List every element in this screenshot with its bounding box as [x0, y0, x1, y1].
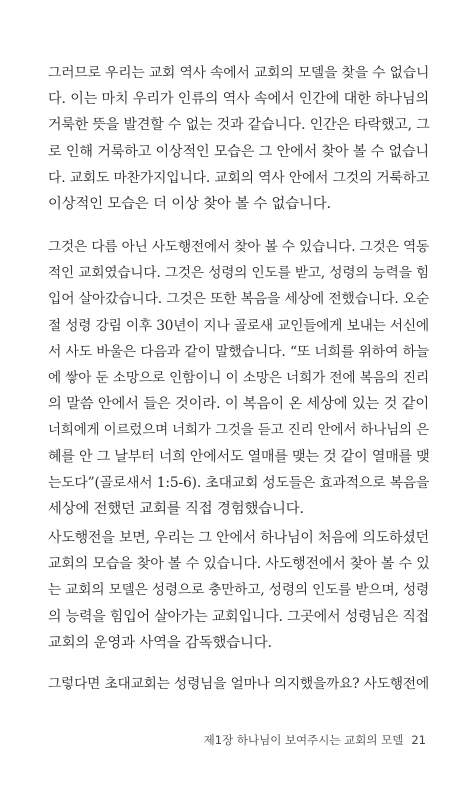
text-line: 교회의 모습을 찾아 볼 수 있습니다. 사도행전에서 찾아 볼 수 있: [48, 556, 430, 573]
paragraph: [48, 525, 429, 656]
text-line: 혜를 안 그 날부터 너희 안에서도 열매를 맺는 것 같이 열매를 맺: [48, 448, 430, 465]
text-line: 다. 이는 마치 우리가 인류의 역사 속에서 인간에 대한 하나님의: [48, 91, 429, 108]
page-number: 21: [411, 733, 426, 747]
text-line: 의 말씀 안에서 들은 것이라. 이 복음이 온 세상에 있는 것 같이: [48, 396, 430, 413]
text-line: 교회의 운영과 사역을 감독했습니다.: [48, 634, 272, 651]
text-line: 절 성령 강림 이후 30년이 지나 골로새 교인들에게 보내는 서신에: [48, 317, 429, 334]
text-line: 에 쌓아 둔 소망으로 인함이니 이 소망은 너희가 전에 복음의 진리: [48, 370, 429, 387]
text-line: 적인 교회였습니다. 그것은 성령의 인도를 받고, 성령의 능력을 힘: [48, 265, 429, 282]
text-line: 는도다”(골로새서 1:5-6). 초대교회 성도들은 효과적으로 복음을: [48, 474, 430, 491]
text-line: 로 인해 거룩하고 이상적인 모습은 그 안에서 찾아 볼 수 없습니: [48, 143, 429, 160]
text-line: 너희에게 이르렀으며 너희가 그것을 듣고 진리 안에서 하나님의 은: [48, 422, 429, 439]
paragraph: [48, 60, 429, 217]
running-title: 제1장 하나님이 보여주시는 교회의 모델: [203, 733, 404, 747]
paragraph: [48, 234, 429, 522]
text-line: 입어 살아갔습니다. 그것은 또한 복음을 세상에 전했습니다. 오순: [48, 291, 430, 308]
text-line: 그것은 다름 아닌 사도행전에서 찾아 볼 수 있습니다. 그것은 역동: [48, 239, 429, 255]
text-line: 의 능력을 힘입어 살아가는 교회입니다. 그곳에서 성령님은 직접: [48, 608, 429, 625]
text-line: 는 교회의 모델은 성령으로 충만하고, 성령의 인도를 받으며, 성령: [48, 582, 429, 599]
text-line: 세상에 전했던 교회를 직접 경험했습니다.: [48, 501, 304, 518]
page-footer: [204, 732, 426, 748]
text-line: 사도행전을 보면, 우리는 그 안에서 하나님이 처음에 의도하셨던: [48, 530, 429, 546]
text-line: 그렇다면 초대교회는 성령님을 얼마나 의지했을까요? 사도행전에: [48, 676, 429, 692]
text-line: 서 사도 바울은 다음과 같이 말했습니다. “또 너희를 위하여 하늘: [48, 343, 429, 360]
text-line: 다. 교회도 마찬가지입니다. 교회의 역사 안에서 그것의 거룩하고: [48, 169, 430, 186]
text-line: 그러므로 우리는 교회 역사 속에서 교회의 모델을 찾을 수 없습니: [48, 65, 430, 81]
text-line: 이상적인 모습은 더 이상 찾아 볼 수 없습니다.: [48, 196, 331, 213]
text-line: 거룩한 뜻을 발견할 수 없는 것과 같습니다. 인간은 타락했고, 그: [48, 117, 430, 134]
paragraph: [48, 671, 429, 697]
